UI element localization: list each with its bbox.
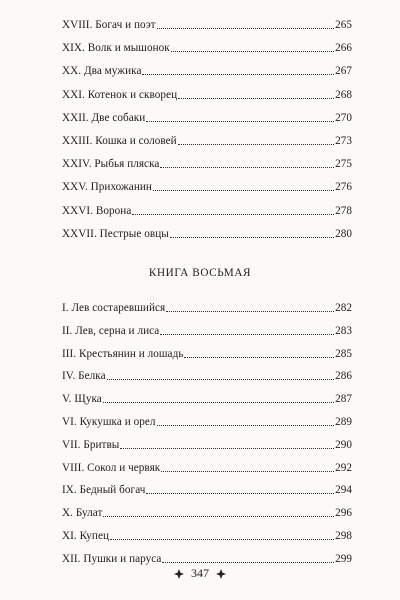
dot-leader (103, 515, 334, 517)
page-number: 347 (191, 566, 209, 580)
toc-entry-title: XX. Два мужика (62, 65, 142, 78)
toc-entry (62, 345, 352, 361)
toc-entry (62, 86, 352, 102)
dot-leader (132, 213, 334, 215)
toc-entry-page: 287 (335, 393, 352, 406)
toc-entry-title: XXIV. Рыбья пляска (62, 158, 160, 171)
dot-leader (178, 143, 334, 145)
toc-entry (62, 436, 352, 452)
toc-entry-title: XXVII. Пестрые овцы (62, 227, 169, 240)
toc-entry-title: XXVI. Ворона (62, 204, 132, 217)
dot-leader (170, 236, 334, 238)
toc-entry-title: XVIII. Богач и поэт (62, 19, 156, 31)
toc-entry-page: 298 (335, 530, 352, 542)
toc-entry-title: XXI. Котенок и скворец (62, 88, 178, 101)
toc-entry-page: 276 (335, 181, 352, 194)
toc-entry (62, 322, 352, 338)
dot-leader (110, 538, 334, 540)
toc-entry (62, 459, 352, 475)
toc-entry (62, 367, 352, 383)
toc-entry-page: 294 (335, 484, 352, 497)
toc-entry-page: 273 (335, 135, 352, 147)
toc-entry-title: XXIII. Кошка и соловей (62, 135, 177, 147)
ornament-left-icon (173, 568, 185, 580)
toc-entry-title: XXV. Прихожанин (62, 181, 152, 194)
toc-entry-page: 278 (335, 204, 352, 217)
toc-entry (62, 109, 352, 125)
toc-entry-page: 299 (335, 552, 352, 565)
toc-entry (62, 202, 352, 218)
toc-entry-title: VI. Кукушка и орел (62, 416, 156, 428)
toc-entry-title: III. Крестьянин и лошадь (62, 347, 184, 360)
toc-entry (62, 390, 352, 406)
toc-entry-page: 266 (335, 42, 352, 55)
toc-entry-page: 283 (335, 324, 352, 337)
toc-entry-page: 285 (335, 347, 352, 360)
toc-entry (62, 481, 352, 497)
toc-entry (62, 504, 352, 520)
dot-leader (171, 50, 334, 52)
toc-entry-page: 289 (335, 416, 352, 428)
toc-entry (62, 550, 352, 566)
toc-entry-page: 275 (335, 158, 352, 171)
toc-entry (62, 178, 352, 194)
dot-leader (142, 73, 334, 75)
toc-entry (62, 299, 352, 315)
toc-entry-title: II. Лев, серна и лиса (62, 324, 160, 337)
toc-entry-page: 280 (335, 227, 352, 240)
toc-entry-page: 286 (335, 370, 352, 383)
dot-leader (166, 310, 334, 312)
toc-entry-title: X. Булат (62, 507, 103, 520)
dot-leader (146, 120, 334, 122)
toc-entry-title: XII. Пушки и паруса (62, 552, 162, 565)
toc-entry (62, 413, 352, 429)
toc-entry-page: 268 (335, 88, 352, 101)
toc-entry (62, 132, 352, 148)
toc-entry-page: 265 (335, 19, 352, 31)
toc-entry-title: IV. Белка (62, 370, 106, 383)
toc-entry-title: XI. Купец (62, 530, 110, 542)
dot-leader (146, 492, 334, 494)
toc-entry (62, 155, 352, 171)
toc-entry-title: I. Лев состаревшийся (62, 302, 166, 314)
dot-leader (107, 378, 334, 380)
toc-entry-title: VII. Бритвы (62, 438, 120, 451)
ornament-right-icon (215, 568, 227, 580)
dot-leader (178, 97, 334, 99)
dot-leader (160, 166, 334, 168)
toc-entry-title: V. Щука (62, 393, 102, 406)
toc-entry-title: IX. Бедный богач (62, 484, 146, 497)
dot-leader (160, 333, 334, 335)
toc-entry (62, 39, 352, 55)
toc-entry (62, 527, 352, 543)
toc-entry-page: 296 (335, 507, 352, 520)
toc-entry (62, 62, 352, 78)
toc-entry-page: 270 (335, 111, 352, 124)
toc-entry-title: XXII. Две собаки (62, 111, 146, 124)
toc-entry-title: XIX. Волк и мышонок (62, 42, 170, 55)
toc-entry-title: VIII. Сокол и червяк (62, 461, 161, 474)
dot-leader (157, 424, 335, 426)
page-footer (0, 566, 400, 581)
dot-leader (153, 189, 334, 191)
toc-entry-page: 290 (335, 438, 352, 451)
dot-leader (103, 401, 334, 403)
dot-leader (162, 561, 334, 563)
toc-entry (62, 16, 352, 32)
toc-entry-page: 267 (335, 65, 352, 78)
dot-leader (184, 356, 334, 358)
dot-leader (161, 470, 334, 472)
section-heading: КНИГА ВОСЬМАЯ (148, 267, 252, 279)
toc-entry (62, 225, 352, 241)
dot-leader (157, 27, 334, 29)
toc-entry-page: 292 (335, 461, 352, 474)
toc-entry-page: 282 (335, 302, 352, 314)
dot-leader (120, 447, 334, 449)
